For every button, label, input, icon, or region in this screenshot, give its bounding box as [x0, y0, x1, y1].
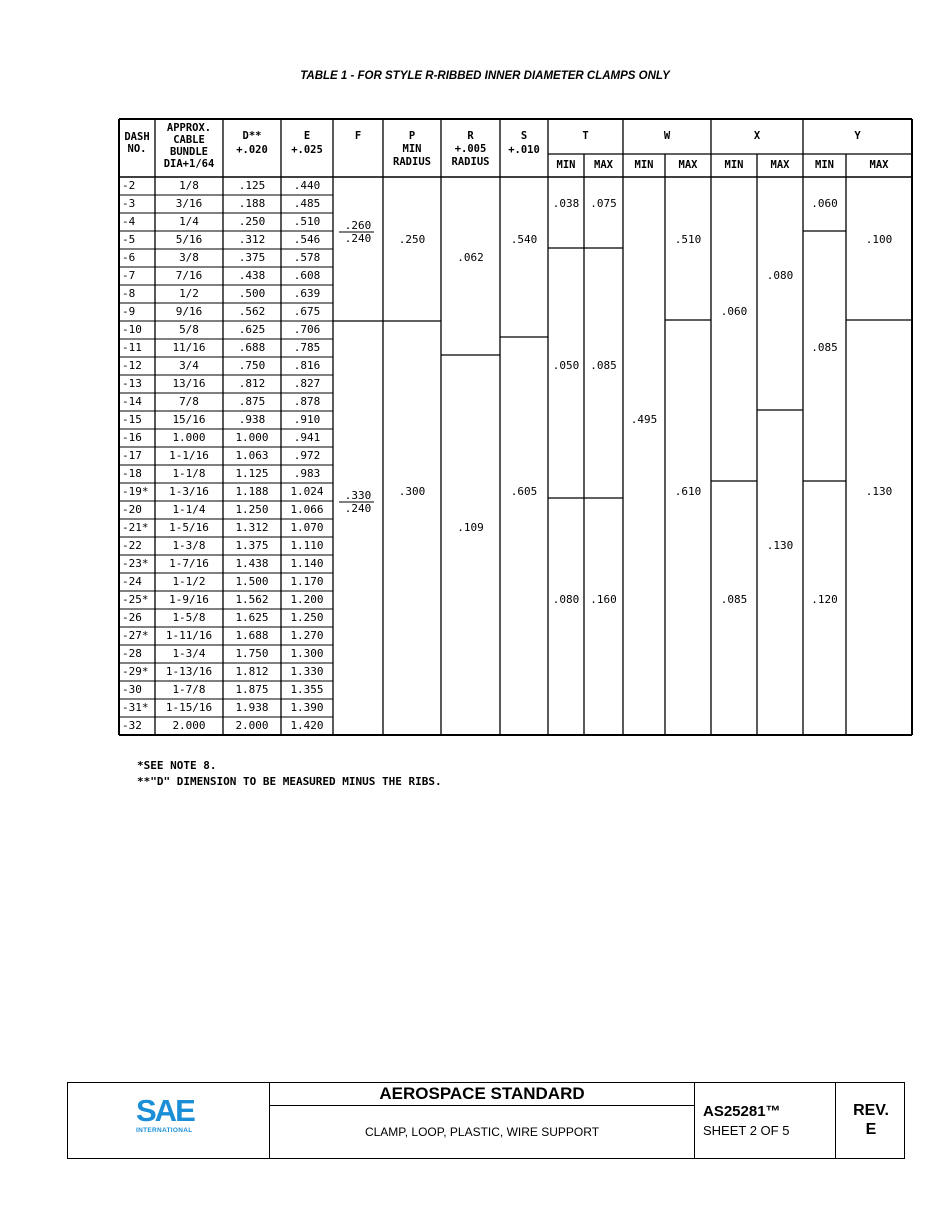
table-title: TABLE 1 - FOR STYLE R-RIBBED INNER DIAMETER CLAMPS ONLY: [300, 70, 670, 82]
dim-p: .250: [398, 233, 426, 246]
column-header: RADIUS: [451, 156, 490, 168]
dash-number: -15: [122, 413, 142, 426]
dash-number: -8: [122, 287, 136, 300]
column-header: P: [408, 130, 416, 142]
dim-d: .375: [238, 251, 266, 264]
dim-e: .485: [293, 197, 321, 210]
dim-e: .440: [293, 179, 321, 192]
dim-e: .639: [293, 287, 321, 300]
dim-t-min: .080: [552, 593, 580, 606]
dim-d: .875: [238, 395, 266, 408]
cable-bundle-dia: 1-3/16: [169, 485, 209, 498]
rev-value: E: [865, 1121, 877, 1138]
dash-number: -23*: [122, 557, 149, 570]
dim-d: .500: [238, 287, 266, 300]
dim-e: 1.140: [290, 557, 324, 570]
cable-bundle-dia: 7/8: [179, 395, 199, 408]
dim-d: 1.875: [235, 683, 269, 696]
subheader-min: MIN: [634, 159, 654, 171]
cable-bundle-dia: 3/8: [179, 251, 199, 264]
dim-d: 1.625: [235, 611, 269, 624]
note-line: *SEE NOTE 8.: [137, 759, 217, 772]
dash-number: -28: [122, 647, 142, 660]
dim-f-upper: .260: [344, 219, 372, 232]
dim-e: .608: [293, 269, 321, 282]
cable-bundle-dia: 1-15/16: [165, 701, 213, 714]
column-header: +.020: [236, 144, 268, 156]
dim-y-min: .120: [811, 593, 838, 606]
dim-d: 1.188: [235, 485, 269, 498]
column-header: X: [753, 130, 761, 142]
column-header: W: [663, 130, 671, 142]
subheader-min: MIN: [724, 159, 744, 171]
dim-r: .109: [457, 521, 484, 534]
dim-e: .785: [293, 341, 321, 354]
sae-logo-text: INTERNATIONAL: [136, 1127, 193, 1134]
column-header: F: [354, 130, 362, 142]
dim-d: 1.250: [235, 503, 269, 516]
dim-d: 1.500: [235, 575, 269, 588]
cable-bundle-dia: 9/16: [175, 305, 203, 318]
doc-number: AS25281™: [703, 1103, 781, 1120]
cable-bundle-dia: 1-13/16: [165, 665, 213, 678]
dim-y-min: .060: [811, 197, 838, 210]
column-header: R: [467, 130, 474, 142]
column-header: DIA+1/64: [163, 158, 215, 170]
cable-bundle-dia: 15/16: [172, 413, 206, 426]
dash-number: -29*: [122, 665, 149, 678]
dim-d: .938: [238, 413, 266, 426]
dim-d: .562: [238, 305, 266, 318]
cable-bundle-dia: 5/8: [179, 323, 199, 336]
dim-w-max: .610: [674, 485, 702, 498]
dim-e: 1.024: [290, 485, 324, 498]
dim-d: 1.375: [235, 539, 269, 552]
dim-e: 1.250: [290, 611, 324, 624]
dash-number: -24: [122, 575, 142, 588]
cable-bundle-dia: 3/4: [179, 359, 199, 372]
table-notes: [137, 758, 442, 790]
doc-number-cell: [695, 1083, 836, 1158]
dim-d: 1.312: [235, 521, 269, 534]
cable-bundle-dia: 1-1/4: [172, 503, 206, 516]
dim-e: .675: [293, 305, 321, 318]
subheader-min: MIN: [815, 159, 834, 171]
cable-bundle-dia: 2.000: [172, 719, 206, 732]
column-header: +.025: [291, 144, 323, 156]
cable-bundle-dia: 1-3/4: [172, 647, 206, 660]
dim-e: .941: [293, 431, 321, 444]
column-header: NO.: [127, 143, 147, 155]
rev-label: REV.: [853, 1102, 889, 1119]
column-header: MIN: [402, 143, 422, 155]
dash-number: -7: [122, 269, 136, 282]
subheader-max: MAX: [678, 159, 698, 171]
dim-p: .300: [398, 485, 426, 498]
dash-number: -30: [122, 683, 142, 696]
dim-w-min: .495: [630, 413, 658, 426]
dash-number: -22: [122, 539, 142, 552]
column-header: APPROX.: [166, 122, 212, 134]
dim-d: .125: [238, 179, 266, 192]
column-header: DASH: [124, 131, 150, 143]
dim-x-max: .130: [766, 539, 794, 552]
dim-d: 1.812: [235, 665, 269, 678]
dash-number: -11: [122, 341, 142, 354]
dim-s: .605: [510, 485, 538, 498]
dim-e: .972: [293, 449, 321, 462]
cable-bundle-dia: 13/16: [172, 377, 206, 390]
dim-e: .878: [293, 395, 321, 408]
dim-x-max: .080: [766, 269, 794, 282]
column-header: T: [582, 130, 589, 142]
dim-e: 1.330: [290, 665, 324, 678]
dash-number: -10: [122, 323, 142, 336]
dim-r: .062: [457, 251, 484, 264]
subheader-max: MAX: [594, 159, 613, 171]
dim-d: .625: [238, 323, 266, 336]
dim-e: .983: [293, 467, 321, 480]
dash-number: -2: [122, 179, 136, 192]
dash-number: -20: [122, 503, 142, 516]
dash-number: -9: [122, 305, 136, 318]
dim-e: 1.270: [290, 629, 324, 642]
title-block: [67, 1082, 905, 1159]
cable-bundle-dia: 1-7/16: [169, 557, 209, 570]
cable-bundle-dia: 3/16: [175, 197, 203, 210]
sheet-number: SHEET 2 OF 5: [703, 1123, 790, 1138]
dim-y-min: .085: [811, 341, 838, 354]
cable-bundle-dia: 1-1/16: [169, 449, 209, 462]
dash-number: -32: [122, 719, 142, 732]
column-header: RADIUS: [393, 156, 431, 168]
cable-bundle-dia: 1-1/8: [172, 467, 206, 480]
dash-number: -25*: [122, 593, 149, 606]
cable-bundle-dia: 7/16: [175, 269, 203, 282]
dim-d: .812: [238, 377, 266, 390]
dim-e: 1.110: [290, 539, 324, 552]
dim-e: .816: [293, 359, 321, 372]
standard-cell: [270, 1083, 695, 1158]
dim-x-min: .060: [720, 305, 748, 318]
dash-number: -17: [122, 449, 142, 462]
cable-bundle-dia: 1-1/2: [172, 575, 206, 588]
dim-e: 1.420: [290, 719, 324, 732]
dash-number: -26: [122, 611, 142, 624]
cable-bundle-dia: 5/16: [175, 233, 203, 246]
cable-bundle-dia: 1-11/16: [165, 629, 213, 642]
column-header: +.005: [454, 143, 487, 155]
column-header: CABLE: [173, 134, 205, 146]
column-header: BUNDLE: [170, 146, 208, 158]
note-line: **"D" DIMENSION TO BE MEASURED MINUS THE RIBS.: [137, 775, 442, 788]
dash-number: -21*: [122, 521, 149, 534]
dim-e: 1.070: [290, 521, 324, 534]
cable-bundle-dia: 1.000: [172, 431, 206, 444]
subheader-min: MIN: [556, 159, 576, 171]
dim-t-max: .085: [590, 359, 617, 372]
logo-cell: [68, 1083, 270, 1158]
dim-d: .312: [238, 233, 266, 246]
subheader-max: MAX: [869, 159, 889, 171]
cable-bundle-dia: 1-3/8: [172, 539, 206, 552]
dim-d: 1.000: [235, 431, 269, 444]
dash-number: -12: [122, 359, 142, 372]
dim-e: .706: [293, 323, 321, 336]
cable-bundle-dia: 1-9/16: [169, 593, 209, 606]
dim-t-max: .160: [590, 593, 617, 606]
dim-d: 2.000: [235, 719, 269, 732]
dim-d: 1.750: [235, 647, 269, 660]
cable-bundle-dia: 1-5/16: [169, 521, 209, 534]
cable-bundle-dia: 1-5/8: [172, 611, 206, 624]
column-header: E: [303, 130, 311, 142]
dash-number: -19*: [122, 485, 149, 498]
dim-e: .827: [293, 377, 321, 390]
dash-number: -31*: [122, 701, 149, 714]
dash-number: -14: [122, 395, 142, 408]
dim-d: 1.688: [235, 629, 269, 642]
dash-number: -6: [122, 251, 136, 264]
dash-number: -13: [122, 377, 142, 390]
dim-d: 1.063: [235, 449, 269, 462]
dim-e: 1.200: [290, 593, 324, 606]
dim-y-max: .100: [865, 233, 893, 246]
dim-e: 1.300: [290, 647, 324, 660]
dim-d: .188: [238, 197, 266, 210]
dim-y-max: .130: [865, 485, 893, 498]
dash-number: -18: [122, 467, 142, 480]
cable-bundle-dia: 1/4: [179, 215, 199, 228]
sae-logo-mark: SAE: [136, 1093, 194, 1128]
dim-s: .540: [510, 233, 538, 246]
subheader-max: MAX: [770, 159, 790, 171]
dash-number: -16: [122, 431, 142, 444]
dim-d: 1.438: [235, 557, 269, 570]
column-header: Y: [854, 130, 861, 142]
cable-bundle-dia: 1-7/8: [172, 683, 206, 696]
dim-d: .688: [238, 341, 266, 354]
dim-d: .750: [238, 359, 266, 372]
cable-bundle-dia: 1/8: [179, 179, 199, 192]
dash-number: -5: [122, 233, 136, 246]
sae-logo: [136, 1095, 200, 1134]
dim-d: 1.562: [235, 593, 269, 606]
dim-d: .438: [238, 269, 266, 282]
dim-e: 1.355: [290, 683, 324, 696]
column-header: D**: [242, 130, 262, 142]
standard-heading: AEROSPACE STANDARD: [270, 1083, 694, 1106]
column-header: S: [520, 130, 528, 142]
dim-t-min: .038: [552, 197, 580, 210]
dim-d: .250: [238, 215, 266, 228]
dim-e: 1.170: [290, 575, 324, 588]
dash-number: -3: [122, 197, 136, 210]
dim-t-min: .050: [552, 359, 580, 372]
dim-d: 1.938: [235, 701, 269, 714]
dim-f-lower: .240: [344, 232, 372, 245]
dash-number: -4: [122, 215, 136, 228]
dim-e: 1.390: [290, 701, 324, 714]
dim-w-max: .510: [674, 233, 702, 246]
cable-bundle-dia: 11/16: [172, 341, 206, 354]
dim-e: .546: [293, 233, 321, 246]
dash-number: -27*: [122, 629, 149, 642]
dim-e: .578: [293, 251, 321, 264]
dim-f-lower: .240: [344, 502, 372, 515]
dim-e: .910: [293, 413, 321, 426]
dim-t-max: .075: [590, 197, 617, 210]
cable-bundle-dia: 1/2: [179, 287, 199, 300]
column-header: +.010: [508, 144, 540, 156]
dim-e: .510: [293, 215, 321, 228]
dim-f-upper: .330: [344, 489, 372, 502]
revision-cell: [836, 1083, 906, 1158]
dim-e: 1.066: [290, 503, 324, 516]
dim-d: 1.125: [235, 467, 269, 480]
part-title: CLAMP, LOOP, PLASTIC, WIRE SUPPORT: [364, 1125, 600, 1139]
dim-x-min: .085: [720, 593, 748, 606]
